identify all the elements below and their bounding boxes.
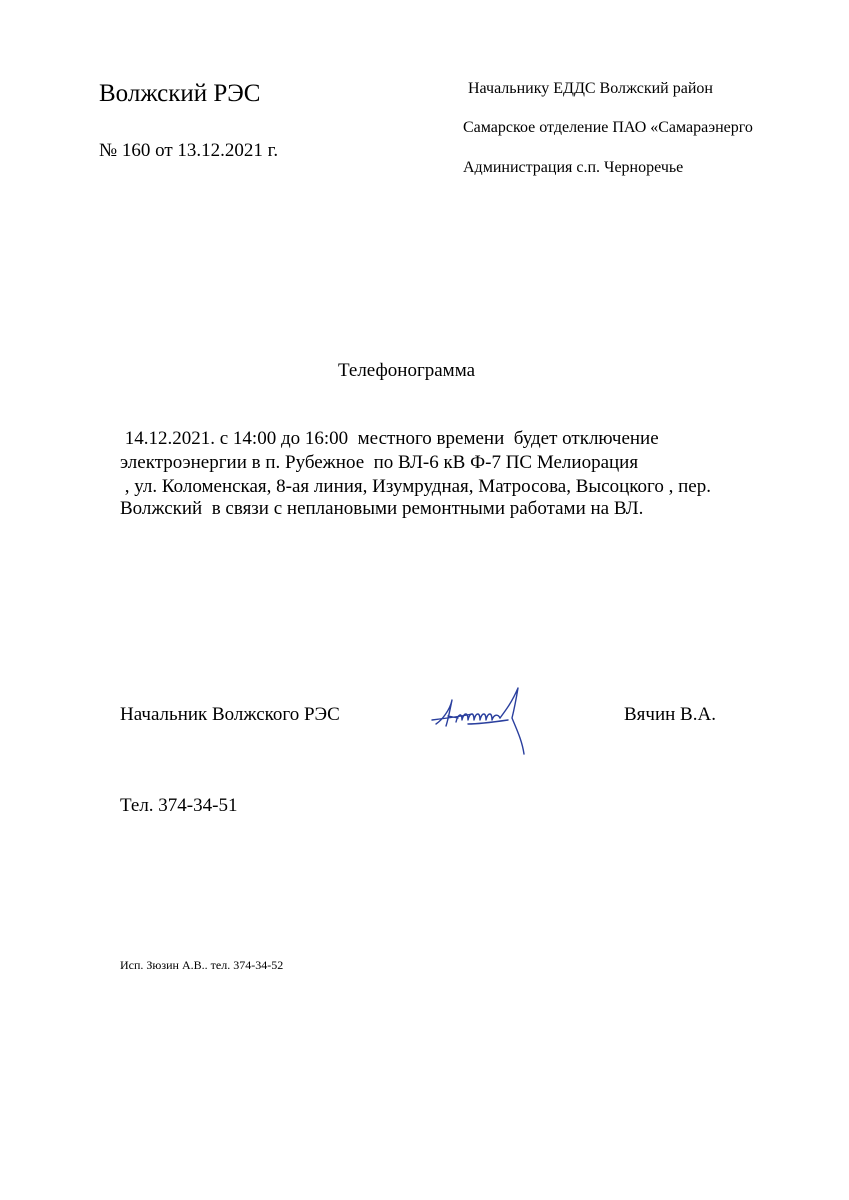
body-line-1: 14.12.2021. с 14:00 до 16:00 местного времени будет отключение bbox=[120, 428, 659, 449]
body-line-3: , ул. Коломенская, 8-ая линия, Изумрудная, Матросова, Высоцкого , пер. bbox=[120, 476, 711, 497]
recipient-line-3: Администрация с.п. Черноречье bbox=[463, 159, 684, 176]
signer-position: Начальник Волжского РЭС bbox=[120, 704, 340, 725]
phone-line: Тел. 374-34-51 bbox=[120, 795, 238, 816]
signer-name: Вячин В.А. bbox=[624, 704, 716, 725]
document-number: № 160 от 13.12.2021 г. bbox=[99, 140, 279, 161]
organization-name: Волжский РЭС bbox=[99, 80, 261, 107]
executor-line: Исп. Зюзин А.В.. тел. 374-34-52 bbox=[120, 958, 284, 972]
handwritten-signature bbox=[428, 680, 538, 760]
recipient-line-2: Самарское отделение ПАО «Самараэнерго bbox=[463, 119, 753, 136]
body-line-2: электроэнергии в п. Рубежное по ВЛ-6 кВ Ф-7 ПС Мелиорация bbox=[120, 452, 639, 473]
document-title: Телефонограмма bbox=[338, 360, 476, 381]
body-line-4: Волжский в связи с неплановыми ремонтными работами на ВЛ. bbox=[120, 498, 644, 519]
recipient-line-1: Начальнику ЕДДС Волжский район bbox=[468, 80, 713, 97]
